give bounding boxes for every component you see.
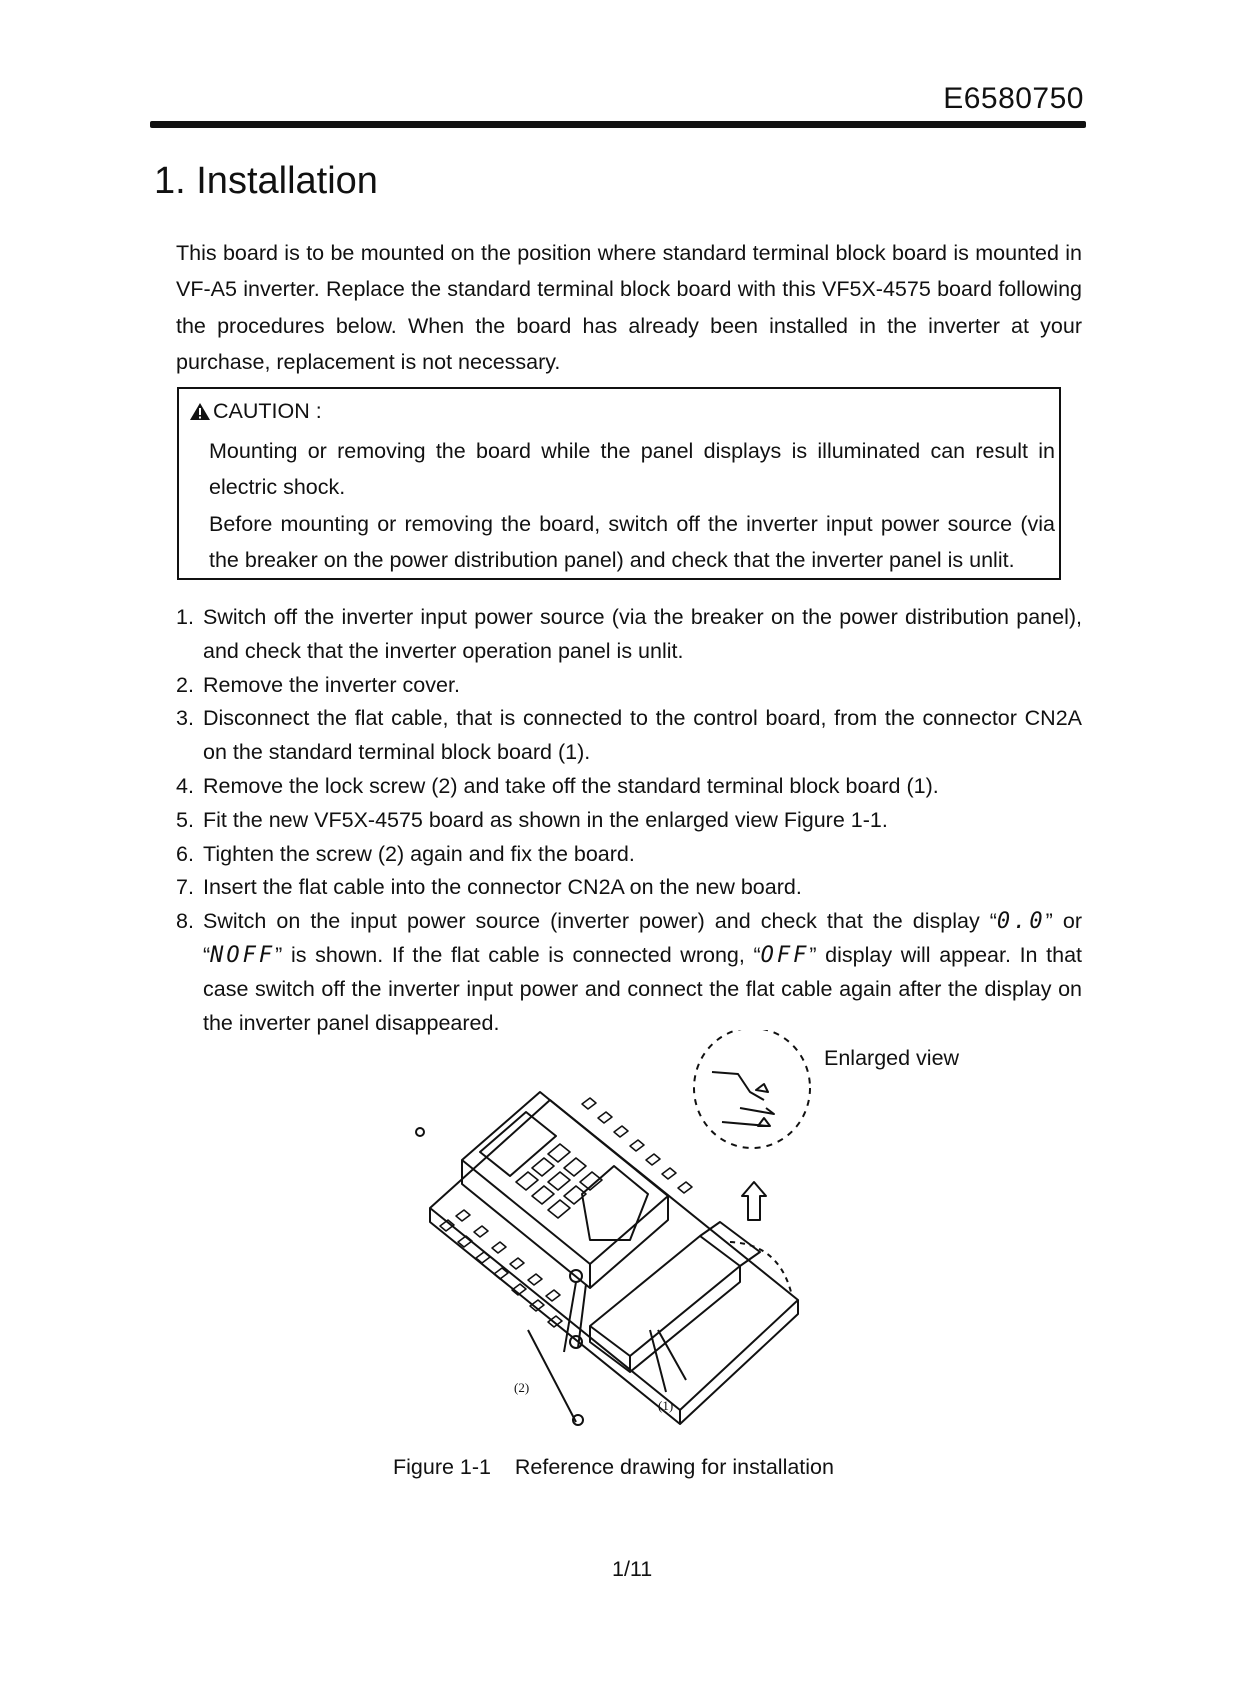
step-number: 4. xyxy=(176,773,194,798)
installation-drawing xyxy=(400,1030,1020,1450)
step-item xyxy=(176,669,1082,703)
step-text: Insert the flat cable into the connector CN2A on the new board. xyxy=(203,875,802,900)
caution-box xyxy=(177,387,1061,580)
step-text: Switch off the inverter input power source (via the breaker on the power distribution panel), and check that the inverter operation panel is unlit. xyxy=(203,605,1082,663)
caution-heading xyxy=(189,399,322,424)
operation-panel xyxy=(462,1092,668,1264)
step-number: 8. xyxy=(176,909,194,934)
display-readout-off: OFF xyxy=(760,942,810,968)
label-board: (1) xyxy=(658,1398,674,1413)
up-arrow-icon xyxy=(742,1182,766,1220)
figure-caption: Figure 1-1 Reference drawing for installation xyxy=(393,1455,834,1479)
step-text: Disconnect the flat cable, that is connected to the control board, from the connector CN2A on the standard terminal block board (1). xyxy=(203,706,1082,765)
procedure-steps xyxy=(176,601,1082,1040)
panel-display xyxy=(480,1112,556,1176)
enlarged-view-circle xyxy=(694,1030,810,1148)
caution-body xyxy=(209,433,1055,578)
step-item xyxy=(176,804,1082,838)
step-number: 3. xyxy=(176,706,194,731)
step-item xyxy=(176,838,1082,872)
step-item xyxy=(176,905,1082,1040)
step-8-part: ” display will appear. In that case switch off the inverter input power and connect the flat cable again after the display on the inverter panel disappeared. xyxy=(203,942,1082,1035)
step-number: 6. xyxy=(176,841,194,866)
intro-paragraph: This board is to be mounted on the position where standard terminal block board is mounted in VF-A5 inverter. Replace the standard terminal block board with this VF5X-4575 board following the procedures below. When the board has already been installed in the inverter at your purchase, replacement is not necessary. xyxy=(176,241,1082,374)
warning-triangle-icon xyxy=(189,402,211,421)
enlarged-view-detail xyxy=(712,1072,774,1126)
step-item xyxy=(176,871,1082,905)
board-leader xyxy=(650,1330,686,1392)
screw-leader xyxy=(528,1282,586,1422)
panel-keys xyxy=(516,1144,602,1218)
step-text: Fit the new VF5X-4575 board as shown in the enlarged view Figure 1-1. xyxy=(203,807,888,832)
step-8-part: ” or “ xyxy=(203,909,1082,967)
step-8-part: ” is shown. If the flat cable is connected wrong, “ xyxy=(275,942,761,967)
page-number: 1/11 xyxy=(612,1557,653,1581)
step-number: 1. xyxy=(176,605,194,629)
step-8-text xyxy=(203,909,1082,1034)
caution-line-1: Mounting or removing the board while the panel displays is illuminated can result in electric shock. xyxy=(209,439,1055,500)
section-title: 1. Installation xyxy=(154,160,378,202)
terminal-block-board xyxy=(590,1236,740,1356)
step-item xyxy=(176,702,1082,770)
mount-dot xyxy=(416,1128,424,1136)
document-code: E6580750 xyxy=(943,82,1084,115)
step-number: 7. xyxy=(176,875,194,900)
caution-heading-text: CAUTION : xyxy=(213,399,322,423)
header-rule xyxy=(150,121,1086,128)
step-text: Remove the inverter cover. xyxy=(203,672,460,697)
enlarged-view-label: Enlarged view xyxy=(824,1046,960,1070)
installation-figure xyxy=(400,1030,1020,1450)
step-number: 2. xyxy=(176,672,194,697)
step-number: 5. xyxy=(176,807,194,832)
terminal-slots xyxy=(440,1098,692,1327)
step-item xyxy=(176,770,1082,804)
step-8-part: Switch on the input power source (inverter power) and check that the display “ xyxy=(203,909,997,934)
step-text: Remove the lock screw (2) and take off the standard terminal block board (1). xyxy=(203,773,939,798)
display-readout-zero: 0.0 xyxy=(996,909,1046,935)
label-screw: (2) xyxy=(514,1380,530,1395)
step-item xyxy=(176,601,1082,669)
caution-line-2: Before mounting or removing the board, switch off the inverter input power source (via the breaker on the power distribution panel) and check that the inverter panel is unlit. xyxy=(209,511,1055,572)
panel-cover xyxy=(582,1166,648,1240)
display-readout-noff: NOFF xyxy=(210,942,276,968)
step-text: Tighten the screw (2) again and fix the board. xyxy=(203,841,635,866)
